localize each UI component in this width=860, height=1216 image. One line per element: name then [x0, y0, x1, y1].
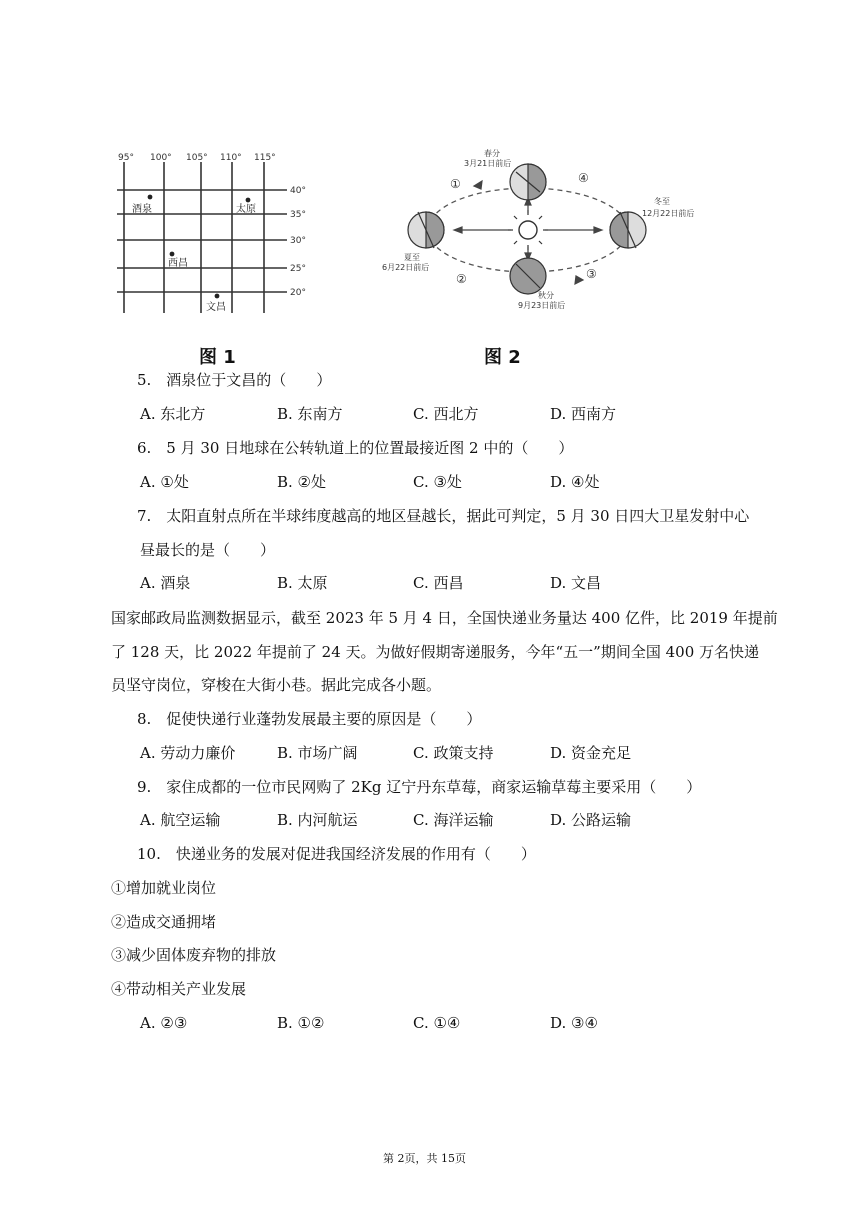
q7-option-b[interactable]: B. 太原 [277, 574, 328, 592]
passage-line: 员坚守岗位，穿梭在大街小巷。据此完成各小题。 [111, 676, 442, 694]
place-wenchang: 文昌 [206, 302, 226, 313]
q8-option-a[interactable]: A. 劳动力廉价 [140, 744, 236, 762]
q6-option-d[interactable]: D. ④处 [550, 473, 600, 491]
q7-option-a[interactable]: A. 酒泉 [140, 574, 191, 592]
q10-item-2: ②造成交通拥堵 [111, 913, 217, 931]
q10-item-4: ④带动相关产业发展 [111, 980, 247, 998]
passage-line: 国家邮政局监测数据显示，截至 2023 年 5 月 4 日，全国快递业务量达 400 亿件，比 2019 年提前 [111, 609, 778, 627]
passage-line: 了 128 天，比 2022 年提前了 24 天。为做好假期寄递服务，今年“五一”期间全国 400 万名快递 [111, 643, 760, 661]
figure-2-orbit [378, 149, 708, 328]
q7-option-d[interactable]: D. 文昌 [550, 574, 602, 592]
winter-date: 12月22日前后 [642, 209, 695, 218]
autumn-date: 9月23日前后 [518, 301, 566, 310]
place-taiyuan: 太原 [236, 204, 256, 215]
lon-label: 115° [254, 153, 276, 163]
q5-option-d[interactable]: D. 西南方 [550, 405, 617, 423]
sun-icon [508, 210, 548, 250]
q9-option-d[interactable]: D. 公路运输 [550, 811, 632, 829]
q7-option-c[interactable]: C. 西昌 [413, 574, 464, 592]
q8-option-b[interactable]: B. 市场广阔 [277, 744, 358, 762]
q5-option-c[interactable]: C. 西北方 [413, 405, 479, 423]
question-5-stem: 5. 酒泉位于文昌的（ ） [137, 371, 332, 389]
position-4: ④ [578, 171, 589, 185]
lat-label: 20° [290, 288, 306, 298]
lon-label: 105° [186, 153, 208, 163]
q9-option-a[interactable]: A. 航空运输 [140, 811, 221, 829]
figure-2-caption: 图 2 [484, 347, 521, 368]
q5-option-b[interactable]: B. 东南方 [277, 405, 343, 423]
lat-label: 40° [290, 186, 306, 196]
q10-item-1: ①增加就业岗位 [111, 879, 217, 897]
question-6-stem: 6. 5 月 30 日地球在公转轨道上的位置最接近图 2 中的（ ） [137, 439, 574, 457]
lon-label: 110° [220, 153, 242, 163]
q10-option-a[interactable]: A. ②③ [140, 1014, 188, 1032]
q9-option-c[interactable]: C. 海洋运输 [413, 811, 494, 829]
q10-option-b[interactable]: B. ①② [277, 1014, 325, 1032]
summer-label: 夏至 [404, 253, 420, 262]
position-3: ③ [586, 267, 597, 281]
q6-option-b[interactable]: B. ②处 [277, 473, 327, 491]
place-xichang: 西昌 [168, 258, 188, 269]
spring-date: 3月21日前后 [464, 159, 512, 168]
question-8-stem: 8. 促使快递行业蓬勃发展最主要的原因是（ ） [137, 710, 482, 728]
q5-option-a[interactable]: A. 东北方 [140, 405, 206, 423]
question-7-stem: 7. 太阳直射点所在半球纬度越高的地区昼越长，据此可判定，5 月 30 日四大卫星发射中心 [137, 507, 750, 525]
figure-1-map [112, 148, 322, 323]
position-2: ② [456, 272, 467, 286]
question-9-stem: 9. 家住成都的一位市民网购了 2Kg 辽宁丹东草莓，商家运输草莓主要采用（ ） [137, 778, 702, 796]
q8-option-c[interactable]: C. 政策支持 [413, 744, 494, 762]
spring-label: 春分 [484, 149, 500, 158]
figure-1-caption: 图 1 [199, 347, 236, 368]
summer-date: 6月22日前后 [382, 263, 430, 272]
page-footer: 第 2页，共 15页 [383, 1152, 466, 1165]
autumn-label: 秋分 [538, 291, 554, 300]
question-7-stem-cont: 昼最长的是（ ） [140, 541, 276, 559]
q8-option-d[interactable]: D. 资金充足 [550, 744, 632, 762]
lat-label: 25° [290, 264, 306, 274]
q6-option-c[interactable]: C. ③处 [413, 473, 462, 491]
question-10-stem: 10. 快递业务的发展对促进我国经济发展的作用有（ ） [137, 845, 536, 863]
q10-option-d[interactable]: D. ③④ [550, 1014, 598, 1032]
lon-label: 100° [150, 153, 172, 163]
q6-option-a[interactable]: A. ①处 [140, 473, 189, 491]
winter-label: 冬至 [654, 197, 670, 206]
q9-option-b[interactable]: B. 内河航运 [277, 811, 358, 829]
position-1: ① [450, 177, 461, 191]
q10-option-c[interactable]: C. ①④ [413, 1014, 461, 1032]
q10-item-3: ③减少固体废弃物的排放 [111, 946, 277, 964]
lat-label: 30° [290, 236, 306, 246]
lon-label: 95° [118, 153, 134, 163]
lat-label: 35° [290, 210, 306, 220]
place-jiuquan: 酒泉 [132, 204, 152, 215]
